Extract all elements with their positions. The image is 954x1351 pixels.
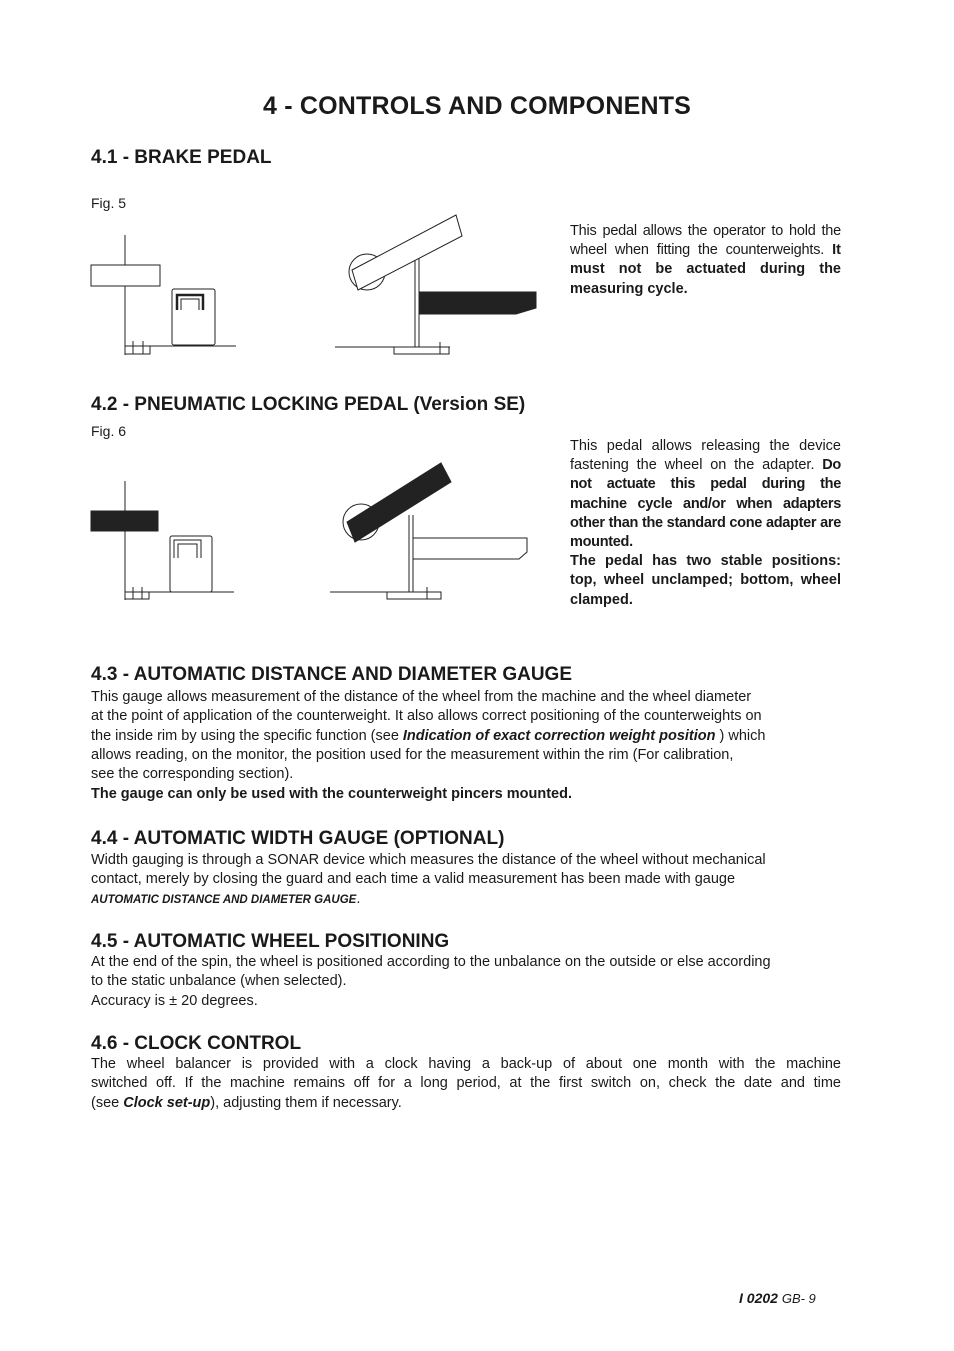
figure-label-fig6: Fig. 6 <box>91 423 127 439</box>
distance-gauge-description: This gauge allows measurement of the distance of the wheel from the machine and the wheel diameter at the point of application of the counterweight. It also allows correct positioning of the counterweights on the inside rim by using the specific function (see Indication of exact correction weight position ) which allows reading, on the monitor, the position used for the measurement within the rim (For calibration, see the corresponding section). The gauge can only be used with the counterweight pincers mounted. <box>91 688 841 805</box>
clock-control-description: The wheel balancer is provided with a clock having a back-up of about one month with the machine switched off. If the machine remains off for a long period, at the first switch on, check the date and time (see Clock set-up), adjusting them if necessary. <box>91 1056 841 1111</box>
fig6-pedal-side-view <box>325 460 535 608</box>
distance-gauge-warning: The gauge can only be used with the counterweight pincers mounted. <box>91 786 572 803</box>
section-heading-wheel-positioning: 4.5 - AUTOMATIC WHEEL POSITIONING <box>91 931 450 952</box>
pneumatic-pedal-warning: Do not actuate this pedal during the machine cycle and/or when adapters other than the standard cone adapter are mounted. <box>570 457 841 551</box>
gauge-reference: AUTOMATIC DISTANCE AND DIAMETER GAUGE <box>91 893 357 906</box>
pneumatic-pedal-positions: The pedal has two stable positions: top, wheel unclamped; bottom, wheel clamped. <box>570 553 841 608</box>
fig5-pedal-front-view <box>88 230 248 360</box>
page-title: 4 - CONTROLS AND COMPONENTS <box>262 92 692 120</box>
clock-setup-reference: Clock set-up <box>123 1094 211 1111</box>
page-footer <box>739 1290 816 1306</box>
pneumatic-pedal-text: This pedal allows releasing the device fastening the wheel on the adapter. <box>570 438 841 474</box>
page-number: GB- 9 <box>781 1291 816 1306</box>
brake-pedal-warning: It must not be actuated during the measuring cycle. <box>570 242 841 297</box>
function-reference: Indication of exact correction weight position <box>402 727 716 744</box>
wheel-positioning-description: At the end of the spin, the wheel is positioned according to the unbalance on the outside or else according to the static unbalance (when selected). Accuracy is ± 20 degrees. <box>91 954 771 1009</box>
fig5-pedal-side-view <box>330 210 545 360</box>
document-code: I 0202 <box>739 1290 778 1306</box>
brake-pedal-description <box>570 222 841 299</box>
figure-label-fig5: Fig. 5 <box>91 195 127 211</box>
section-heading-width-gauge: 4.4 - AUTOMATIC WIDTH GAUGE (OPTIONAL) <box>91 828 505 849</box>
section-heading-pneumatic-pedal: 4.2 - PNEUMATIC LOCKING PEDAL (Version SE) <box>91 394 526 415</box>
section-heading-clock-control: 4.6 - CLOCK CONTROL <box>91 1033 302 1054</box>
width-gauge-description: Width gauging is through a SONAR device which measures the distance of the wheel without mechanical contact, merely by closing the guard and each time a valid measurement has been made with gauge AUTOMATIC DISTANCE AND DIAMETER GAUGE. <box>91 852 766 907</box>
section-heading-distance-gauge: 4.3 - AUTOMATIC DISTANCE AND DIAMETER GAUGE <box>91 664 572 685</box>
brake-pedal-text: This pedal allows the operator to hold the wheel when fitting the counterweights. <box>570 223 841 259</box>
fig6-pedal-front-view <box>88 478 248 608</box>
pneumatic-pedal-description <box>570 437 841 610</box>
section-heading-brake-pedal: 4.1 - BRAKE PEDAL <box>91 147 272 168</box>
